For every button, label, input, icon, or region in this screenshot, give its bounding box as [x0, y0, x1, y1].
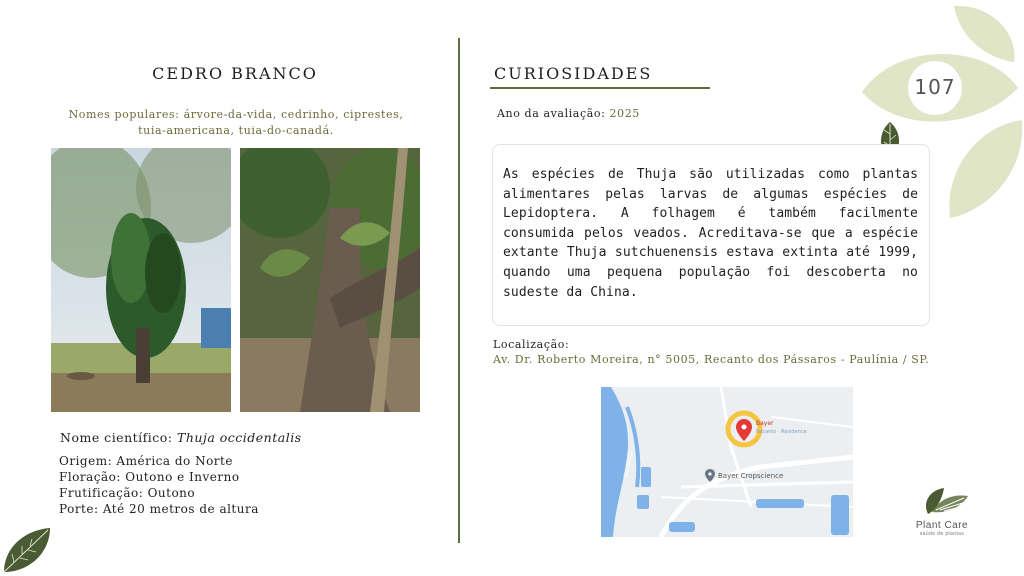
location-map[interactable]: [601, 387, 853, 537]
map-road-label: Rio Atibaia: [623, 449, 635, 478]
plant-title: CEDRO BRANCO: [152, 64, 318, 83]
tree-photo-trunk: [240, 148, 420, 412]
logo-leaves-icon: [914, 486, 970, 516]
curiosities-title: CURIOSIDADES: [494, 64, 653, 83]
fact-flowering: Floração: Outono e Inverno: [59, 470, 240, 484]
popular-names: [40, 107, 432, 139]
tree-photo-full: [51, 148, 231, 412]
curiosity-text: As espécies de Thuja são utilizadas como plantas alimentares pelas larvas de algumas espécies de Lepidoptera. A folhagem é também facilmente consumida pelos veados. Acreditava-se que a espécie extante Thuja sutchuenensis estava extinta até 1999, quando uma pequena população foi descoberta no sudeste da China.: [503, 167, 918, 300]
leaf-top-right: [954, 6, 1014, 62]
column-divider: [458, 38, 460, 543]
scientific-name-line: [60, 430, 302, 445]
map-pin-label: Bayer: [756, 420, 774, 427]
plant-facts: [59, 453, 259, 517]
leaf-bottom-right: [949, 120, 1022, 218]
map-place-label: Bayer Cropscience: [718, 472, 784, 480]
scientific-name-label: Nome científico:: [60, 430, 177, 445]
page-number: 107: [914, 75, 956, 99]
map-pin-sublabel: Recanto · Residence: [756, 429, 807, 435]
curiosities-underline: [490, 87, 710, 89]
curiosity-card: [492, 144, 930, 326]
brand-logo: [904, 486, 980, 542]
location-label: Localização:: [493, 338, 570, 351]
evaluation-year-label: Ano da avaliação:: [497, 107, 610, 120]
location-address: Av. Dr. Roberto Moreira, n° 5005, Recanto dos Pássaros - Paulínia / SP.: [493, 353, 930, 366]
brand-tagline: saúde de plantas: [919, 531, 965, 537]
evaluation-year-value: 2025: [609, 107, 640, 120]
brand-name: Plant Care: [915, 520, 969, 531]
popular-names-line2: tuia-americana, tuia-do-canadá.: [138, 124, 334, 137]
evaluation-year: [497, 107, 640, 120]
bottom-left-leaf: [0, 526, 54, 576]
popular-names-line1: Nomes populares: árvore-da-vida, cedrinho, ciprestes,: [68, 108, 404, 121]
fact-fruiting: Frutificação: Outono: [59, 486, 196, 500]
fact-origin: Origem: América do Norte: [59, 454, 233, 468]
fact-size: Porte: Até 20 metros de altura: [59, 502, 259, 516]
scientific-name: Thuja occidentalis: [177, 430, 302, 445]
